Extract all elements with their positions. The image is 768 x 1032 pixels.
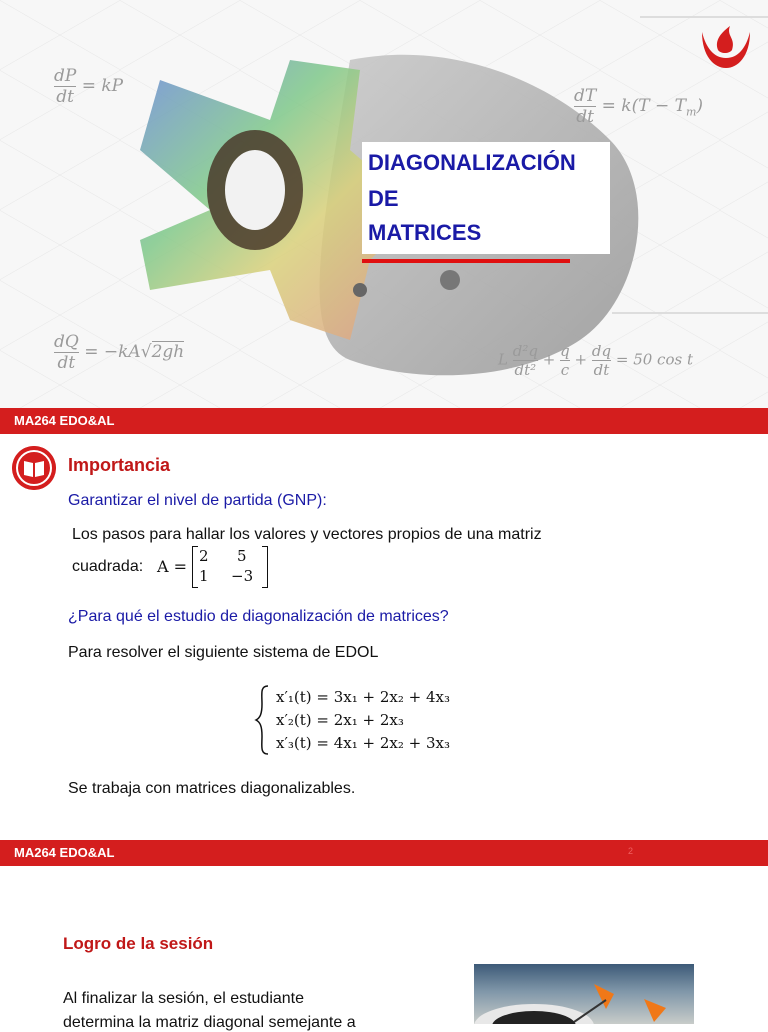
formula-rlc-circuit: L $\frac{\text{d²q}}{\text{dt²}}$ + $\frac{q}{c}$ + $\frac{dq}{dt}$ = 50 cos t (498, 342, 693, 379)
section-heading-importancia: Importancia (68, 455, 171, 475)
matrix-a (192, 546, 268, 588)
formula-dt-dt: $\frac{dT}{dt}$ = $k(T - T_m)$ (574, 86, 704, 127)
system-equation-3: x′₃(t) = 4x₁ + 2x₂ + 3x₃ (276, 734, 450, 752)
title-line-1: DIAGONALIZACIÓN (368, 150, 576, 175)
gnp-label: Garantizar el nivel de partida (GNP): (68, 492, 327, 509)
logro-text-line2: determina la matriz diagonal semejante a (63, 1014, 356, 1031)
course-bar: MA264 EDO&AL (0, 408, 768, 434)
upc-logo-icon (696, 22, 756, 72)
system-equation-1: x′₁(t) = 3x₁ + 2x₂ + 4x₃ (276, 688, 450, 706)
course-bar-2: MA264 EDO&AL (0, 840, 768, 866)
section-heading-logro: Logro de la sesión (63, 934, 214, 953)
title-underline (362, 259, 570, 263)
system-brace-icon (254, 684, 270, 756)
title-line-3: MATRICES (368, 220, 482, 245)
title-slide (0, 0, 768, 408)
formula-dq-dt: $\frac{dQ}{dt}$ = −kA√2gh (54, 332, 185, 373)
steps-text-line1: Los pasos para hallar los valores y vectores propios de una matriz (72, 526, 542, 543)
matrix-cell: 1 (199, 567, 209, 585)
slide-number: 2 (628, 846, 634, 856)
conclusion-text: Se trabaja con matrices diagonalizables. (68, 780, 356, 797)
book-icon (12, 446, 56, 490)
decor-line-top (640, 16, 768, 18)
matrix-cell: −3 (231, 567, 254, 585)
logro-text-line1: Al finalizar la sesión, el estudiante (63, 990, 305, 1007)
matrix-label: A = (157, 557, 188, 576)
matrix-cell: 5 (237, 547, 247, 565)
system-equation-2: x′₂(t) = 2x₁ + 2x₃ (276, 711, 404, 729)
question-text: ¿Para qué el estudio de diagonalización de matrices? (68, 608, 449, 625)
target-darts-photo (474, 964, 694, 1024)
steps-text-line2: cuadrada: (72, 558, 144, 575)
solve-text: Para resolver el siguiente sistema de EDOL (68, 644, 379, 661)
matrix-cell: 2 (199, 547, 209, 565)
formula-dp-dt: $\frac{dP}{dt}$ = kP (54, 66, 124, 107)
title-line-2: DE (368, 186, 399, 211)
